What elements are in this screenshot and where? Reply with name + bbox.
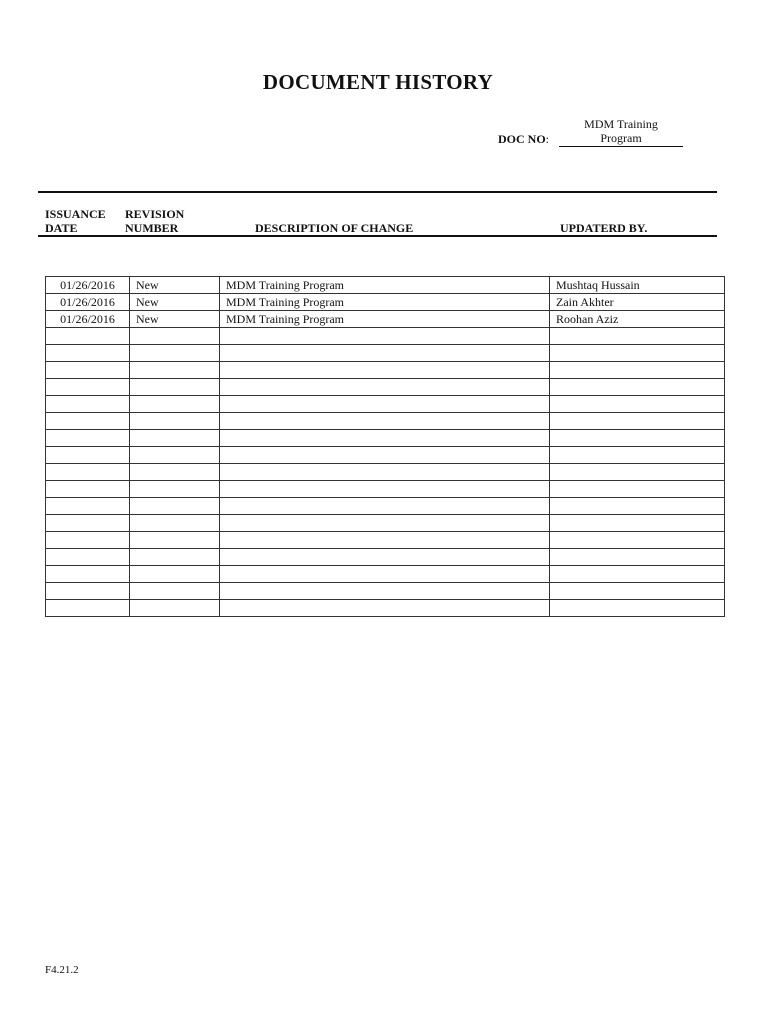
issuance-date-cell [46, 430, 130, 447]
description-cell: MDM Training Program [220, 311, 550, 328]
description-cell [220, 379, 550, 396]
description-cell [220, 481, 550, 498]
doc-no-value-line1: MDM Training [584, 117, 658, 131]
updated-by-cell [550, 583, 725, 600]
updated-by-cell [550, 566, 725, 583]
issuance-date-cell [46, 328, 130, 345]
revision-number-cell [130, 549, 220, 566]
updated-by-cell: Roohan Aziz [550, 311, 725, 328]
issuance-date-cell [46, 498, 130, 515]
column-header-revision-line2: NUMBER [125, 221, 179, 235]
description-cell [220, 549, 550, 566]
description-cell [220, 566, 550, 583]
table-row [46, 379, 725, 396]
revision-number-cell [130, 566, 220, 583]
revision-number-cell [130, 345, 220, 362]
column-header-updated-by: UPDATERD BY. [560, 221, 648, 235]
issuance-date-cell: 01/26/2016 [46, 277, 130, 294]
doc-no-value [559, 117, 683, 147]
issuance-date-cell [46, 583, 130, 600]
doc-no-label [498, 132, 549, 147]
updated-by-cell [550, 481, 725, 498]
document-title: DOCUMENT HISTORY [262, 70, 494, 94]
updated-by-cell [550, 362, 725, 379]
issuance-date-cell [46, 600, 130, 617]
revision-number-cell [130, 413, 220, 430]
revision-number-cell [130, 379, 220, 396]
updated-by-cell [550, 447, 725, 464]
table-row [46, 515, 725, 532]
revision-number-cell [130, 600, 220, 617]
table-row [46, 328, 725, 345]
description-cell [220, 464, 550, 481]
issuance-date-cell [46, 379, 130, 396]
description-cell [220, 362, 550, 379]
description-cell: MDM Training Program [220, 277, 550, 294]
table-row [46, 311, 725, 328]
revision-number-cell [130, 430, 220, 447]
table-row [46, 345, 725, 362]
issuance-date-cell: 01/26/2016 [46, 294, 130, 311]
table-row [46, 498, 725, 515]
revision-number-cell [130, 498, 220, 515]
issuance-date-cell [46, 464, 130, 481]
history-table [45, 276, 725, 617]
updated-by-cell [550, 498, 725, 515]
description-cell [220, 515, 550, 532]
description-cell [220, 430, 550, 447]
table-row [46, 566, 725, 583]
doc-no-value-line2: Program [600, 131, 642, 145]
table-row [46, 294, 725, 311]
revision-number-cell [130, 396, 220, 413]
issuance-date-cell [46, 549, 130, 566]
updated-by-cell [550, 464, 725, 481]
table-row [46, 464, 725, 481]
description-cell [220, 600, 550, 617]
table-row [46, 600, 725, 617]
table-row [46, 447, 725, 464]
revision-number-cell [130, 583, 220, 600]
table-row [46, 549, 725, 566]
issuance-date-cell [46, 362, 130, 379]
table-row [46, 277, 725, 294]
revision-number-cell: New [130, 277, 220, 294]
revision-number-cell [130, 328, 220, 345]
revision-number-cell [130, 532, 220, 549]
table-row [46, 362, 725, 379]
updated-by-cell [550, 549, 725, 566]
revision-number-cell [130, 447, 220, 464]
table-row [46, 481, 725, 498]
revision-number-cell [130, 481, 220, 498]
issuance-date-cell [46, 481, 130, 498]
revision-number-cell: New [130, 294, 220, 311]
description-cell [220, 396, 550, 413]
revision-number-cell [130, 515, 220, 532]
column-header-description: DESCRIPTION OF CHANGE [255, 221, 414, 235]
issuance-date-cell [46, 447, 130, 464]
revision-number-cell [130, 464, 220, 481]
table-row [46, 430, 725, 447]
table-row [46, 532, 725, 549]
column-header-issuance-line1: ISSUANCE [45, 207, 106, 221]
doc-no-label-text: DOC NO [498, 132, 546, 146]
table-row [46, 413, 725, 430]
updated-by-cell: Mushtaq Hussain [550, 277, 725, 294]
issuance-date-cell [46, 396, 130, 413]
issuance-date-cell [46, 566, 130, 583]
issuance-date-cell [46, 515, 130, 532]
updated-by-cell [550, 328, 725, 345]
description-cell [220, 413, 550, 430]
header-top-rule [38, 191, 717, 193]
updated-by-cell [550, 532, 725, 549]
column-header-issuance-date [45, 207, 106, 235]
header-bottom-rule [38, 235, 717, 237]
column-header-issuance-line2: DATE [45, 221, 78, 235]
updated-by-cell [550, 515, 725, 532]
issuance-date-cell [46, 532, 130, 549]
history-table-body [46, 277, 725, 617]
updated-by-cell [550, 379, 725, 396]
updated-by-cell [550, 600, 725, 617]
revision-number-cell: New [130, 311, 220, 328]
updated-by-cell [550, 430, 725, 447]
description-cell [220, 345, 550, 362]
revision-number-cell [130, 362, 220, 379]
form-code: F4.21.2 [45, 964, 79, 976]
column-header-revision-line1: REVISION [125, 207, 185, 221]
updated-by-cell [550, 396, 725, 413]
description-cell [220, 498, 550, 515]
updated-by-cell: Zain Akhter [550, 294, 725, 311]
column-header-revision-number [125, 207, 184, 235]
issuance-date-cell: 01/26/2016 [46, 311, 130, 328]
issuance-date-cell [46, 413, 130, 430]
updated-by-cell [550, 345, 725, 362]
updated-by-cell [550, 413, 725, 430]
issuance-date-cell [46, 345, 130, 362]
table-row [46, 583, 725, 600]
table-row [46, 396, 725, 413]
doc-no-separator: : [545, 132, 550, 146]
description-cell: MDM Training Program [220, 294, 550, 311]
description-cell [220, 328, 550, 345]
description-cell [220, 532, 550, 549]
description-cell [220, 447, 550, 464]
description-cell [220, 583, 550, 600]
